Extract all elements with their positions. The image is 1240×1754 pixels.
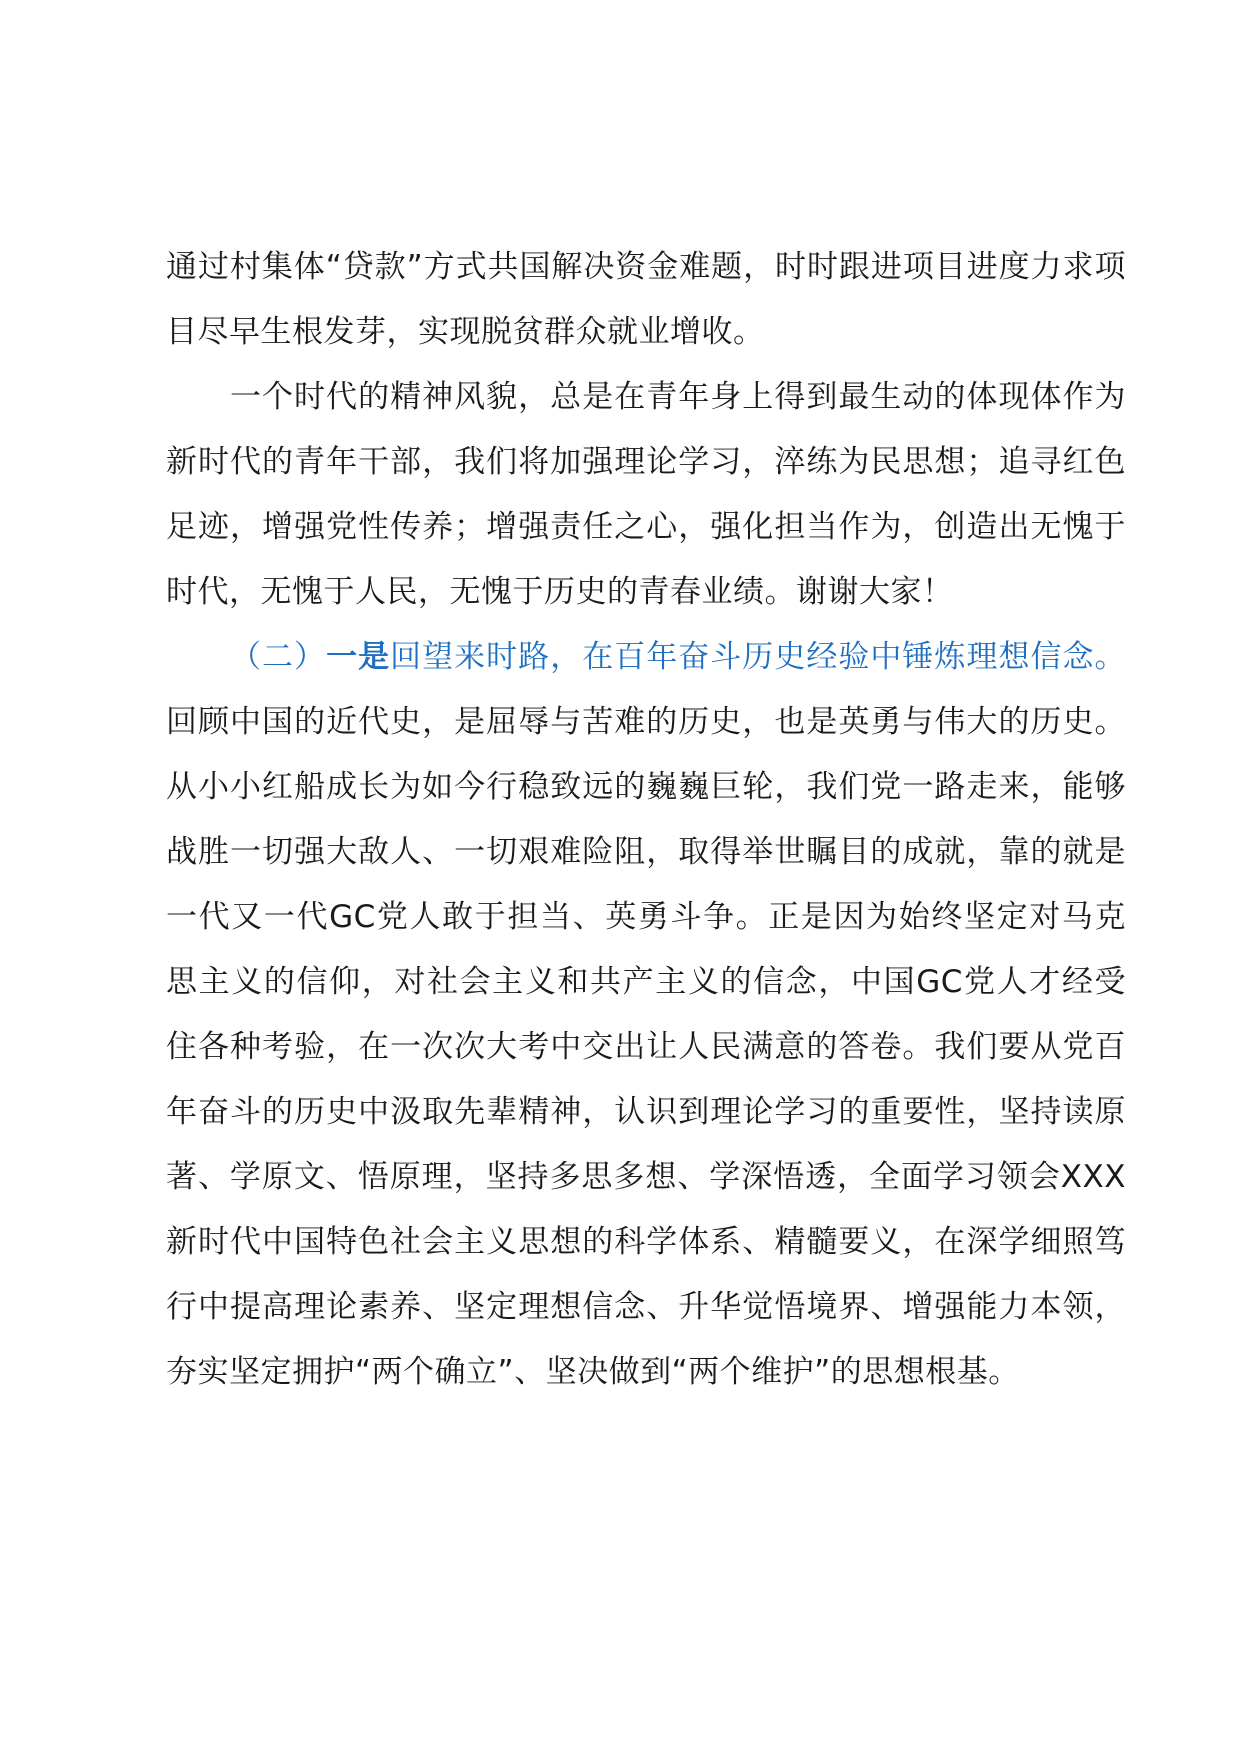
document-body — [166, 235, 1126, 1405]
section-lead-word: 一是 — [326, 639, 391, 675]
section-body: 回顾中国的近代史，是屈辱与苦难的历史，也是英勇与伟大的历史。从小小红船成长为如今行稳致远的巍巍巨轮，我们党一路走来，能够战胜一切强大敌人、一切艰难险阻，取得举世瞩目的成就，靠的就是一代又一代GC党人敢于担当、英勇斗争。正是因为始终坚定对马克思主义的信仰，对社会主义和共产主义的信念，中国GC党人才经受住各种考验，在一次次大考中交出让人民满意的答卷。我们要从党百年奋斗的历史中汲取先辈精神，认识到理论学习的重要性，坚持读原著、学原文、悟原理，坚持多思多想、学深悟透，全面学习领会XXX新时代中国特色社会主义思想的科学体系、精髓要义，在深学细照笃行中提高理论素养、坚定理想信念、升华觉悟境界、增强能力本领，夯实坚定拥护“两个确立”、坚决做到“两个维护”的思想根基。 — [166, 704, 1126, 1390]
paragraph-closing: 一个时代的精神风貌，总是在青年身上得到最生动的体现体作为新时代的青年干部，我们将加强理论学习，淬练为民思想；追寻红色足迹，增强党性传养；增强责任之心，强化担当作为，创造出无愧于时代，无愧于人民，无愧于历史的青春业绩。谢谢大家！ — [166, 379, 1126, 610]
paragraph-continuation: 通过村集体“贷款”方式共国解决资金难题，时时跟进项目进度力求项目尽早生根发芽，实现脱贫群众就业增收。 — [166, 249, 1126, 350]
section-heading: 回望来时路，在百年奋斗历史经验中锤炼理想信念。 — [390, 639, 1127, 675]
section-number: （二） — [230, 639, 327, 675]
paragraph-section-two — [166, 625, 1126, 1405]
